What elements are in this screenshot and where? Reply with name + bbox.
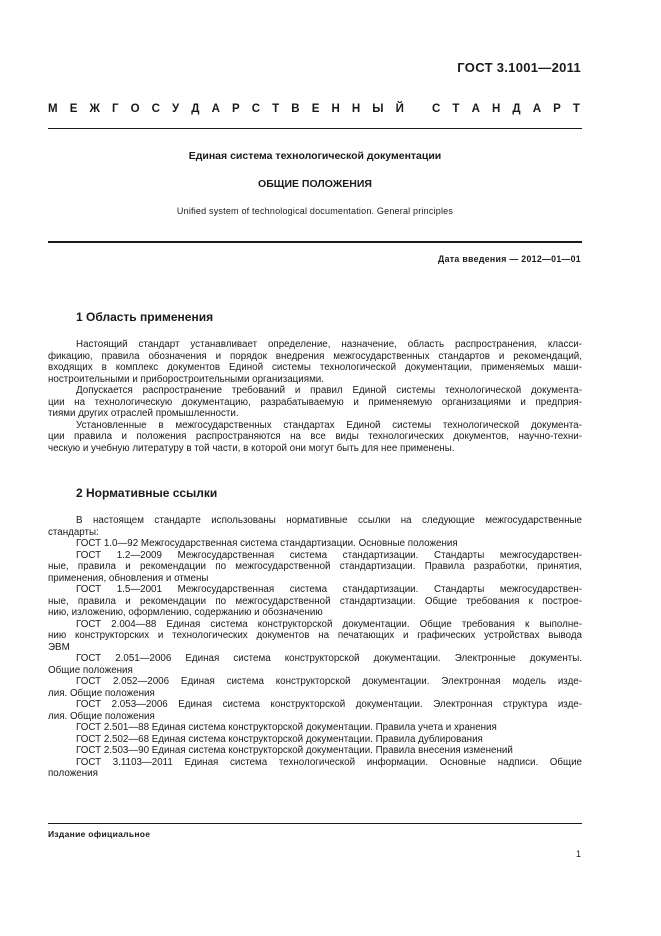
banner-letter: Д	[512, 103, 521, 115]
banner-letter: Р	[553, 103, 561, 115]
banner-letter: С	[151, 103, 160, 115]
text-line: лия. Общие положения	[48, 687, 155, 699]
page-number: 1	[575, 849, 581, 859]
banner-letter: С	[432, 103, 441, 115]
section-heading-references: 2 Нормативные ссылки	[76, 486, 218, 500]
banner-letter: Н	[351, 103, 361, 115]
text-line: фикацию, правила обозначения и порядок внедрения межгосударственных стандартов и рекомендаций,	[48, 350, 582, 362]
banner-letter: Т	[572, 103, 580, 115]
banner-letter: Н	[331, 103, 340, 115]
text-line: тиями других отраслей промышленности.	[48, 408, 239, 419]
text-line: Установленные в межгосударственных стандартах Единой системы технологической документа-	[76, 419, 582, 431]
banner-letter: Г	[111, 103, 119, 115]
text-line: нию конструкторских и технологических документов на печатающих и графических устройствах вывода	[48, 630, 582, 641]
paragraph	[48, 745, 582, 757]
text-line: ГОСТ 1.2—2009 Межгосударственная система стандартизации. Стандарты межгосударствен-	[76, 549, 582, 561]
text-line: Общие положения	[48, 664, 133, 676]
title-divider	[48, 241, 582, 243]
paragraph	[48, 699, 582, 722]
paragraph	[48, 722, 582, 734]
banner-letter: В	[291, 103, 300, 115]
footer-divider	[48, 823, 582, 824]
paragraph	[48, 619, 582, 654]
text-line: ГОСТ 1.0—92 Межгосударственная система стандартизации. Основные положения	[76, 538, 458, 549]
english-title: Unified system of technological documentation. General principles	[176, 206, 454, 216]
paragraph	[48, 538, 582, 550]
banner-letter: Ж	[89, 103, 100, 115]
edition-label: Издание официальное	[48, 829, 151, 839]
top-divider	[48, 128, 582, 129]
text-line: входящих в комплекс документов Единой системы технологической документации, применяемых маши-	[48, 362, 582, 373]
section-heading-scope: 1 Область применения	[76, 310, 214, 324]
banner-letter: Е	[69, 103, 78, 115]
text-line: ГОСТ 2.004—88 Единая система конструкторской документации. Общие требования к выполне-	[76, 618, 582, 630]
text-line: лия. Общие положения	[48, 710, 155, 722]
paragraph	[48, 420, 582, 455]
text-line: В настоящем стандарте использованы нормативные ссылки на следующие межгосударственные	[76, 515, 582, 526]
banner-word-standard	[432, 103, 580, 115]
text-line: ческую и учебную литературу в той части, в которой они могут быть для нее применены.	[48, 442, 455, 454]
text-line: Допускается распространение требований и правил Единой системы технологической документа-	[76, 385, 582, 396]
text-line: ГОСТ 1.5—2001 Межгосударственная система стандартизации. Стандарты межгосударствен-	[76, 584, 582, 595]
text-line: стандарты:	[48, 526, 99, 538]
paragraph	[48, 653, 582, 676]
text-line: ные, правила и рекомендации по межгосударственной стандартизации. Правила разработки, принятия,	[48, 561, 582, 572]
document-title: ОБЩИЕ ПОЛОЖЕНИЯ	[258, 178, 372, 190]
text-line: ные, правила и рекомендации по межгосударственной стандартизации. Общие требования к построе-	[48, 595, 582, 607]
paragraph	[48, 339, 582, 385]
banner-letter: Т	[272, 103, 280, 115]
text-line: Настоящий стандарт устанавливает определение, назначение, область распространения, класси-	[76, 339, 582, 350]
banner-letter: Р	[231, 103, 240, 115]
banner-letter: Т	[452, 103, 460, 115]
text-line: ГОСТ 3.1103—2011 Единая система технологической информации. Основные надписи. Общие	[76, 756, 582, 768]
paragraph	[48, 734, 582, 746]
section-body-references	[48, 515, 582, 780]
banner-letter: О	[130, 103, 140, 115]
banner-word-interstate	[48, 103, 404, 115]
section-body-scope	[48, 339, 582, 454]
text-line: ции правила и положения распространяются на все виды технологических документов, научно-техни-	[48, 431, 582, 442]
text-line: положения	[48, 768, 98, 779]
banner-letter: Д	[191, 103, 200, 115]
banner-letter: М	[48, 103, 58, 115]
text-line: ГОСТ 2.503—90 Единая система конструкторской документации. Правила внесения изменений	[76, 745, 513, 756]
paragraph	[48, 515, 582, 538]
paragraph	[48, 550, 582, 585]
banner-letter: С	[251, 103, 261, 115]
paragraph	[48, 385, 582, 420]
banner-letter: Н	[491, 103, 501, 115]
paragraph	[48, 757, 582, 780]
text-line: ГОСТ 2.501—88 Единая система конструкторской документации. Правила учета и хранения	[76, 722, 497, 733]
interstate-standard-banner	[48, 103, 580, 115]
banner-letter: У	[172, 103, 180, 115]
text-line: нию, изложению, оформлению, содержанию и обозначению	[48, 607, 323, 618]
paragraph	[48, 584, 582, 619]
document-code: ГОСТ 3.1001—2011	[457, 60, 581, 75]
banner-letter: А	[532, 103, 542, 115]
text-line: ции на технологическую документацию, разрабатываемую и применяемую организациями и предприя-	[48, 396, 582, 408]
system-title: Единая система технологической документации	[188, 150, 442, 162]
banner-letter: Е	[311, 103, 320, 115]
paragraph	[48, 676, 582, 699]
text-line: применения, обновления и отмены	[48, 572, 209, 584]
banner-letter: Ы	[372, 103, 384, 115]
banner-letter: А	[211, 103, 220, 115]
banner-letter: А	[471, 103, 480, 115]
banner-letter: Й	[395, 103, 404, 115]
text-line: ГОСТ 2.502—68 Единая система конструкторской документации. Правила дублирования	[76, 733, 483, 745]
text-line: ГОСТ 2.053—2006 Единая система конструкторской документации. Электронная структура изде-	[76, 699, 582, 710]
text-line: ностроительными и приборостроительными организациями.	[48, 373, 324, 385]
introduction-date: Дата введения — 2012—01—01	[438, 254, 581, 264]
text-line: ЭВМ	[48, 641, 70, 653]
text-line: ГОСТ 2.052—2006 Единая система конструкторской документации. Электронная модель изде-	[76, 676, 582, 687]
text-line: ГОСТ 2.051—2006 Единая система конструкторской документации. Электронные документы.	[76, 653, 582, 664]
